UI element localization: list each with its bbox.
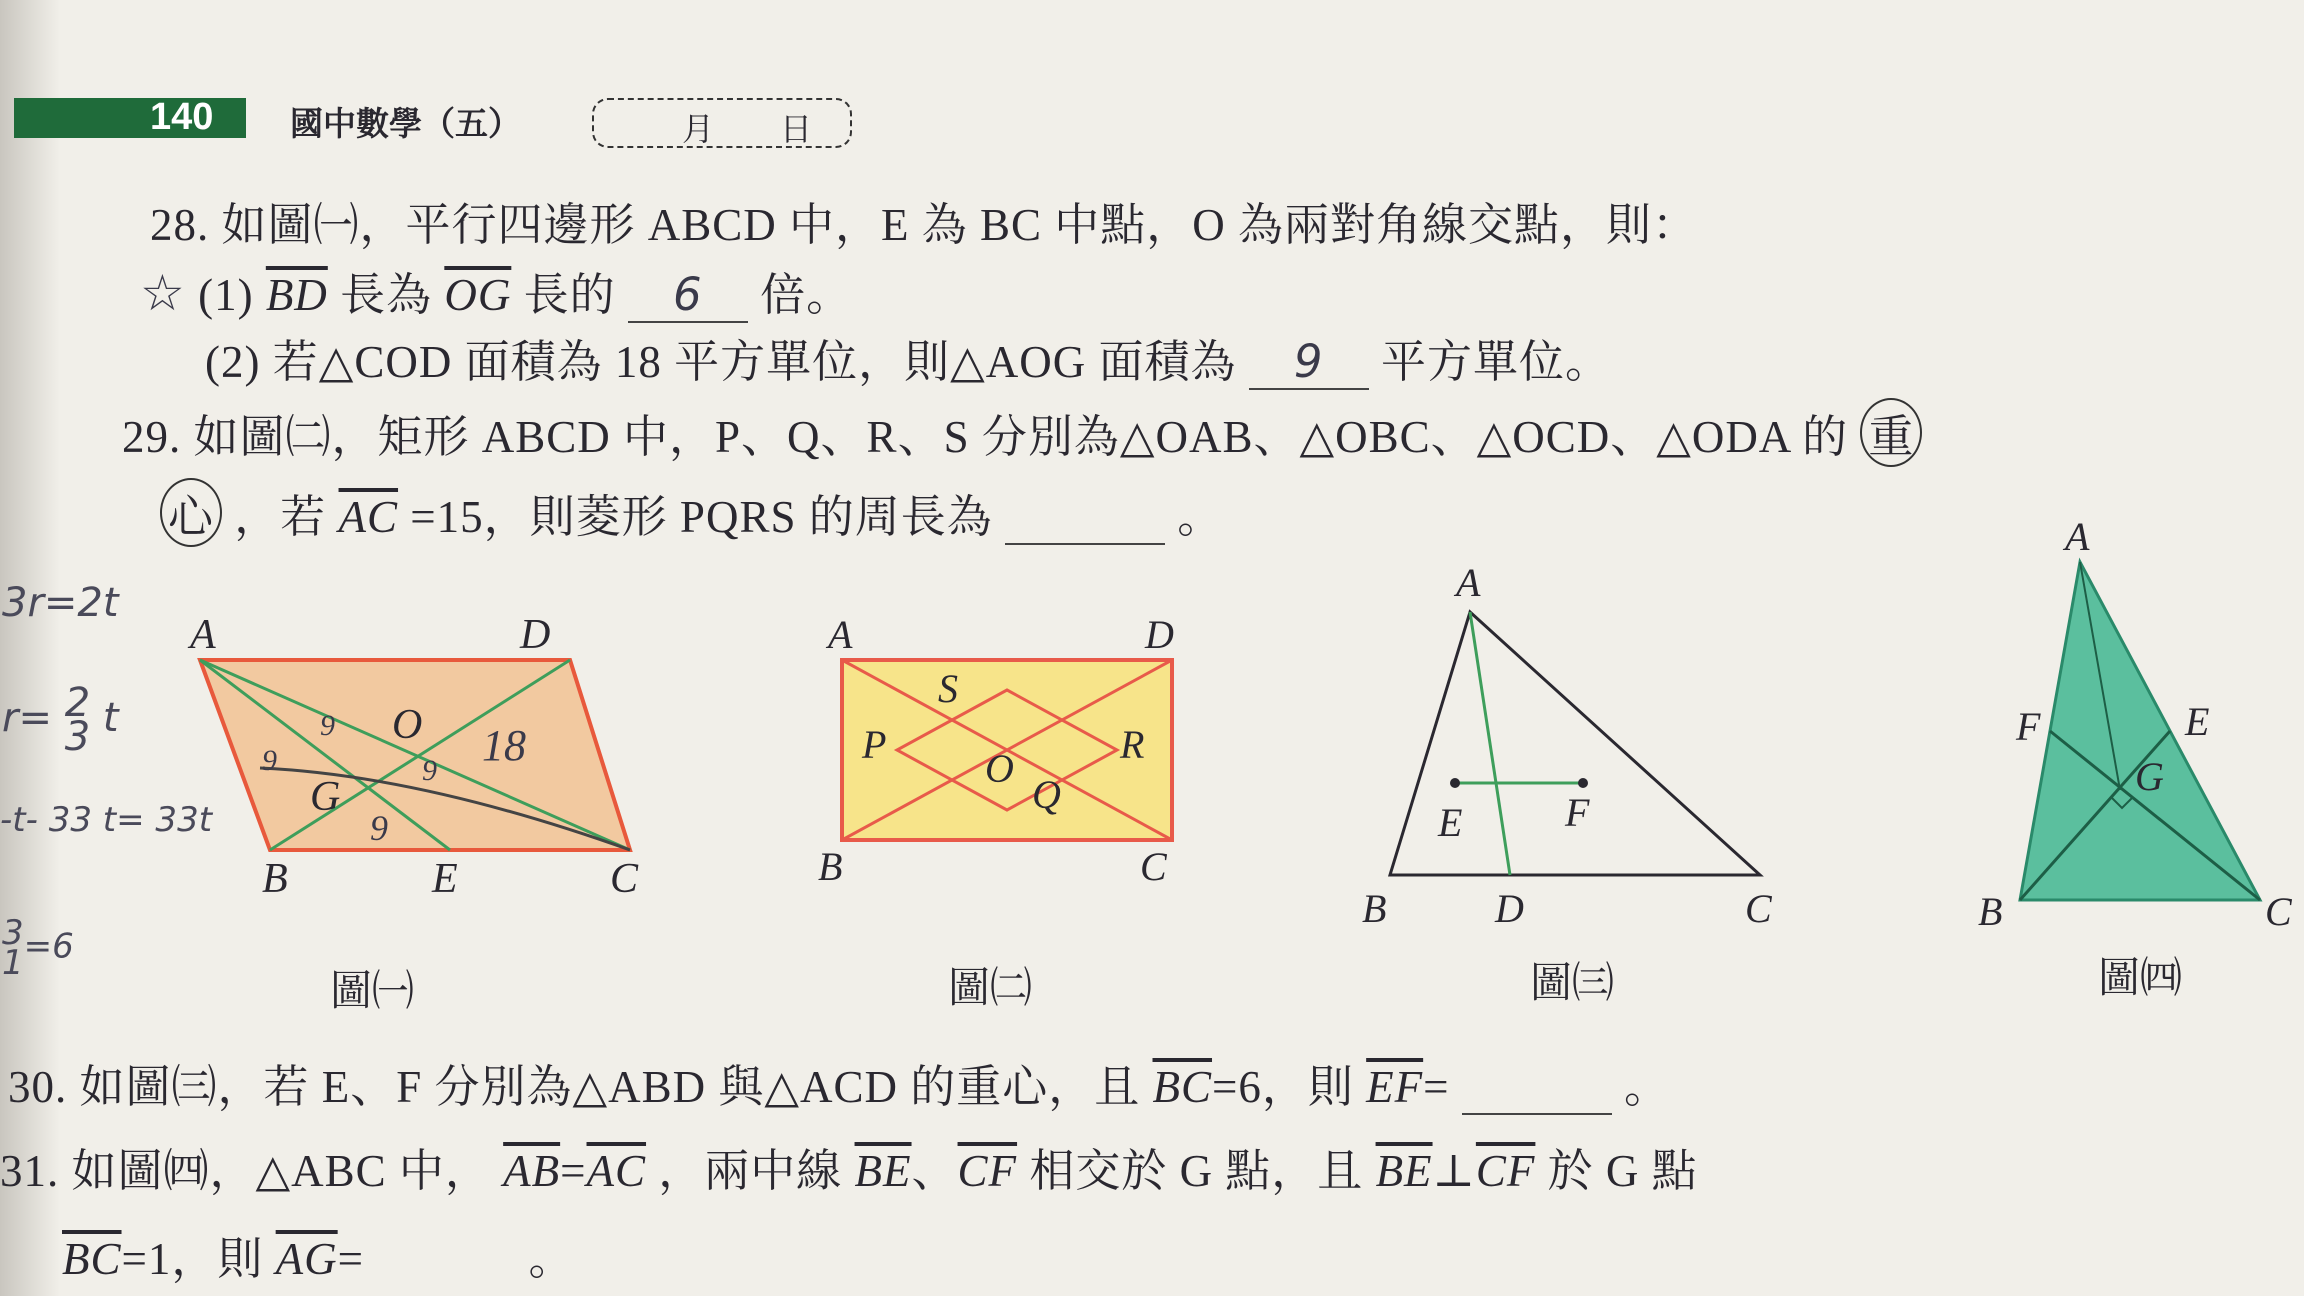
q30-text: 如圖㈢，若 E、F 分別為△ABD 與△ACD 的重心，且: [79, 1062, 1141, 1112]
q28-part2: [205, 325, 1611, 390]
q29-text: 如圖㈡，矩形 ABCD 中，P、Q、R、S 分別為△OAB、△OBC、△OCD、△ODA 的: [193, 412, 1849, 462]
fig4-label-e: E: [2185, 699, 2210, 744]
seg-ab: $\overline{AB}$: [503, 1146, 561, 1196]
fig1-label-o: O: [392, 702, 423, 748]
margin-note-2: [2, 680, 119, 760]
fig2-label-s: S: [938, 666, 958, 711]
seg-ef: $\overline{EF}$: [1366, 1062, 1424, 1112]
fig3-caption: 圖㈢: [1530, 958, 1615, 1007]
fig2-label-r: R: [1120, 722, 1145, 767]
seg-og: $\overline{OG}$: [444, 270, 512, 320]
fig1-label-a: A: [190, 612, 216, 658]
q30-end: 。: [1624, 1062, 1671, 1112]
seg-be: $\overline{BE}$: [854, 1146, 912, 1196]
q29-line1: [122, 398, 1922, 467]
q31-line2: [62, 1222, 575, 1287]
fig2-label-o: O: [985, 746, 1014, 791]
fig3-point-f: [1578, 778, 1588, 788]
margin-note-2b: 2: [64, 680, 91, 726]
q29-circled-word: 重: [1860, 398, 1922, 467]
fig1-hand-3: 9: [422, 754, 437, 787]
q31-e: 於 G 點: [1547, 1146, 1698, 1196]
q31-end: 。: [528, 1234, 575, 1284]
q31-a: 如圖㈣，△ABC 中，: [71, 1146, 491, 1196]
fig3-label-a: A: [1456, 560, 1481, 605]
q28-answer-2: 9: [1249, 335, 1369, 390]
q28-answer-1: 6: [628, 268, 748, 323]
q31-b: ，兩中線: [658, 1146, 843, 1196]
margin-note-2c: 3: [64, 714, 91, 760]
fig1-hand-5: 18: [482, 721, 526, 770]
fig2-label-d: D: [1145, 612, 1174, 657]
fig2-label-c: C: [1140, 844, 1167, 889]
fig4-label-g: G: [2135, 754, 2164, 799]
q30-eq: =: [1423, 1062, 1450, 1112]
q28-number: 28.: [150, 200, 210, 250]
margin-note-3e: 3: [155, 800, 178, 840]
seg-ag: $\overline{AG}$: [275, 1234, 338, 1284]
fig3-label-c: C: [1745, 886, 1772, 931]
q28-p1-mid: 長為: [340, 270, 433, 320]
fig4-label-c: C: [2265, 889, 2292, 934]
q31-g: =: [337, 1234, 365, 1284]
fig2-label-p: P: [862, 722, 887, 767]
fig2-label-a: A: [828, 612, 853, 657]
fig4-label-f: F: [2016, 704, 2041, 749]
q30-answer-blank: [1462, 1061, 1612, 1115]
q30-mid: =6，則: [1212, 1062, 1354, 1112]
fig2-label-b: B: [818, 844, 843, 889]
margin-note-3a: -t-: [0, 800, 38, 840]
q28-p1-prefix: (1): [198, 270, 254, 320]
margin-note-2d: t: [102, 695, 119, 741]
book-title: 國中數學（五）: [290, 104, 521, 143]
fig1-hand-1: 9: [320, 709, 335, 742]
q28-p2-text: (2) 若△COD 面積為 18 平方單位，則△AOG 面積為: [205, 337, 1237, 387]
fig3-label-b: B: [1362, 886, 1387, 931]
q29-line2: [160, 478, 1223, 547]
fig1-caption: 圖㈠: [330, 966, 415, 1015]
fig1-label-b: B: [262, 856, 288, 900]
date-month: 月: [682, 110, 715, 148]
date-box: [592, 98, 852, 148]
margin-note-4c: =6: [23, 926, 74, 967]
q28-text: 如圖㈠，平行四邊形 ABCD 中，E 為 BC 中點，O 為兩對角線交點，則：: [221, 200, 1699, 250]
q31-c: 、: [911, 1146, 958, 1196]
margin-note-3d: t=: [102, 800, 145, 840]
q31-eq1: =: [560, 1146, 587, 1196]
margin-note-4: [2, 913, 74, 983]
seg-bd: $\overline{BD}$: [265, 270, 328, 320]
fig1-hand-4: 9: [370, 808, 388, 848]
q29-answer-blank: [1005, 491, 1165, 545]
fig1-label-g: G: [310, 774, 341, 820]
fig3-label-f: F: [1565, 790, 1590, 835]
fig1-hand-2: 9: [262, 744, 277, 777]
figure-3: [1360, 550, 1780, 940]
q29-circled-word-2: 心: [160, 478, 222, 547]
fig1-label-e: E: [432, 856, 458, 900]
q28-p1-suffix: 倍。: [760, 270, 853, 320]
fig4-caption: 圖㈣: [2098, 953, 2183, 1002]
fig2-label-q: Q: [1032, 772, 1061, 817]
seg-ac-2: $\overline{AC}$: [586, 1146, 647, 1196]
fig3-point-e: [1450, 778, 1460, 788]
q28-part1: [140, 258, 852, 323]
fig2-caption: 圖㈡: [948, 963, 1033, 1012]
fig1-label-c: C: [610, 856, 639, 900]
q31-line1: [0, 1134, 1698, 1199]
q31-d: 相交於 G 點，且: [1029, 1146, 1364, 1196]
date-day: 日: [780, 110, 813, 148]
seg-cf-2: $\overline{CF}$: [1475, 1146, 1536, 1196]
q31-answer-space: [376, 1233, 516, 1285]
q29-number: 29.: [122, 412, 182, 462]
fig3-label-e: E: [1438, 800, 1463, 845]
seg-cf: $\overline{CF}$: [957, 1146, 1018, 1196]
margin-note-1: 3r=2t: [2, 580, 119, 626]
seg-bc-2: $\overline{BC}$: [62, 1234, 122, 1284]
fig4-label-b: B: [1978, 889, 2003, 934]
margin-note-3f: 3: [177, 800, 199, 840]
figure-1: [170, 600, 690, 900]
q31-f: =1，則: [121, 1234, 264, 1284]
fig3-label-d: D: [1495, 886, 1524, 931]
star-mark-icon: ☆: [140, 264, 186, 322]
margin-note-4b: 1: [2, 943, 24, 983]
q29-line2-end: 。: [1177, 492, 1224, 542]
q30-line: [8, 1050, 1670, 1115]
perp-symbol: ⊥: [1432, 1146, 1476, 1196]
q29-line2-a: ，若: [234, 492, 327, 542]
fig3-median-ad: [1470, 612, 1510, 875]
q28-stem: [150, 188, 1698, 253]
q30-number: 30.: [8, 1062, 68, 1112]
margin-note-3c: 3: [70, 800, 92, 840]
figure-2: [810, 610, 1230, 900]
fig1-label-d: D: [520, 612, 551, 658]
margin-note-3g: t: [198, 800, 213, 840]
figure-4: [1960, 520, 2300, 940]
seg-ac: $\overline{AC}$: [338, 492, 399, 542]
seg-be-2: $\overline{BE}$: [1375, 1146, 1433, 1196]
margin-note-4a: 3: [2, 913, 24, 953]
margin-note-3b: 3: [48, 800, 71, 840]
q29-line2-b: =15，則菱形 PQRS 的周長為: [410, 492, 993, 542]
page-number: 140: [150, 96, 214, 138]
seg-bc: $\overline{BC}$: [1152, 1062, 1213, 1112]
fig4-label-a: A: [2065, 520, 2090, 559]
q28-p2-suffix: 平方單位。: [1380, 337, 1611, 387]
margin-note-2a: r=: [2, 695, 52, 741]
q31-number: 31.: [0, 1146, 60, 1196]
fig4-triangle: [2020, 562, 2260, 900]
q28-p1-mid2: 長的: [523, 270, 616, 320]
